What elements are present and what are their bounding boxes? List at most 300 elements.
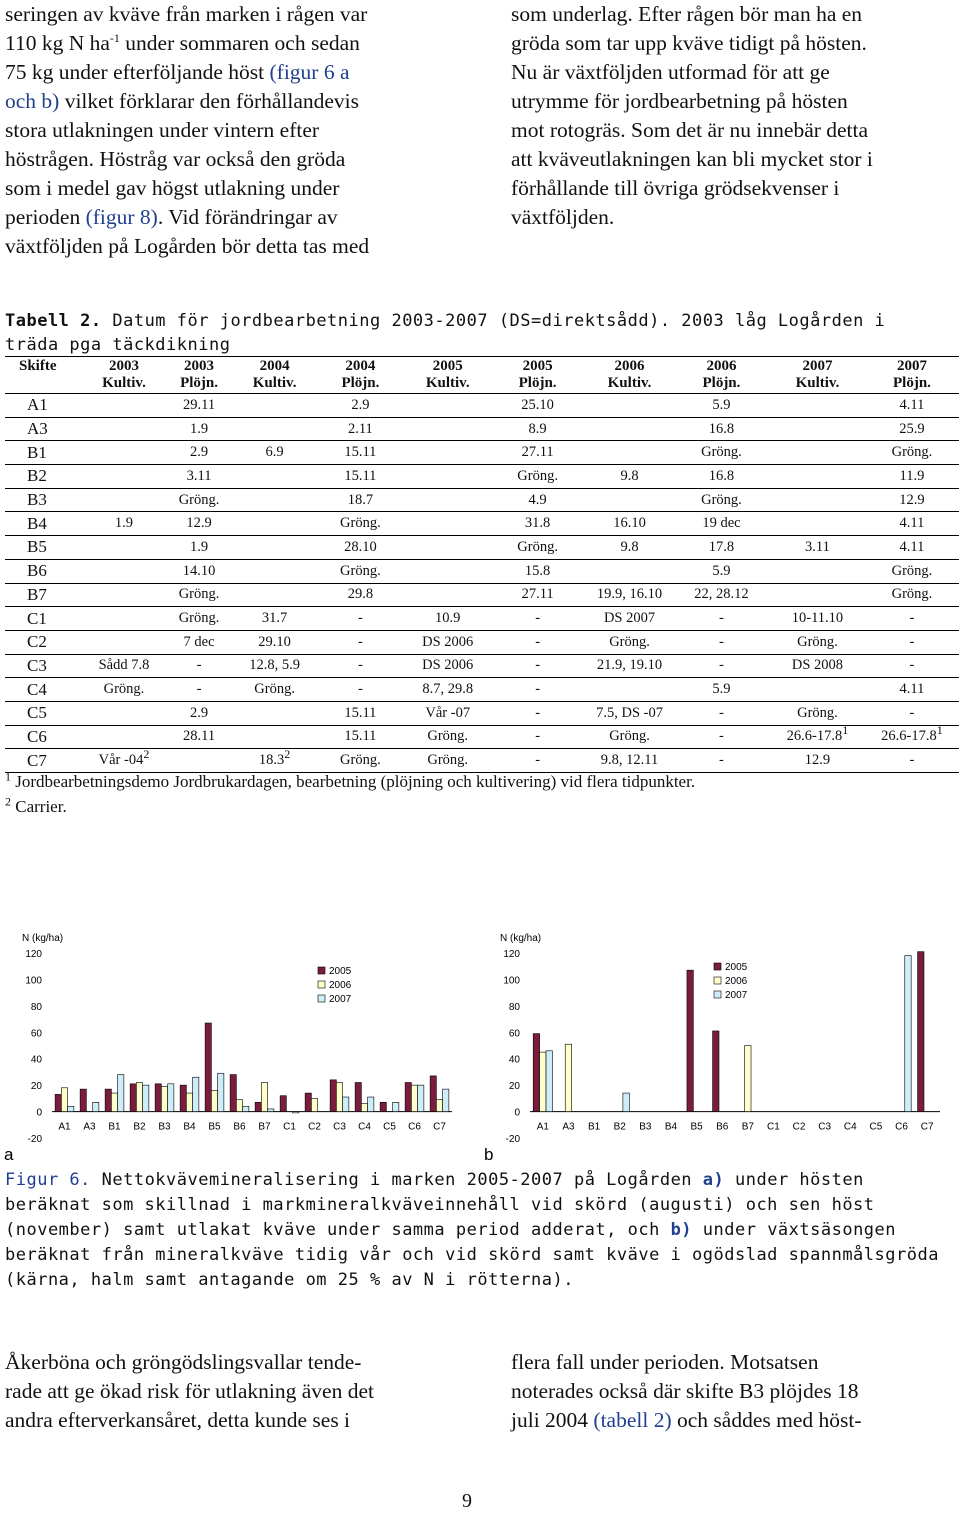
- bar-2006-C4: [361, 1104, 367, 1112]
- table-cell: Gröng.: [427, 728, 469, 745]
- bar-2005-C2: [305, 1093, 311, 1112]
- legend-label-2005: 2005: [725, 962, 748, 973]
- table-cell: 9.8, 12.11: [600, 752, 659, 769]
- table-cell: [235, 394, 315, 418]
- x-tick-label: B7: [258, 1121, 271, 1133]
- table-cell: Gröng.: [178, 586, 220, 603]
- bar-2006-C6: [411, 1085, 417, 1111]
- table-cell: 17.8: [708, 538, 735, 555]
- y-tick-label: 60: [508, 1028, 520, 1040]
- table-cell: [235, 701, 315, 725]
- table-cell: 7.5, DS -07: [596, 704, 663, 721]
- bar-2007-B5: [218, 1073, 224, 1111]
- table-cell: [770, 488, 865, 512]
- y-tick-label: 80: [508, 1001, 520, 1013]
- legend-swatch-2007: [318, 995, 325, 1002]
- table-row: [5, 488, 959, 512]
- panel-label: a: [4, 1145, 14, 1163]
- table-cell: 4.9: [528, 491, 547, 508]
- figure-label: Figur 6.: [5, 1170, 91, 1190]
- table-cell: [406, 417, 489, 441]
- table-cell: Gröng.: [891, 562, 933, 579]
- table-cell: 26.6-17.8$^1$: [881, 723, 943, 745]
- table-row: [5, 465, 959, 489]
- table-row: [5, 654, 959, 678]
- bar-2005-B1: [105, 1089, 111, 1111]
- bar-2007-C7: [443, 1089, 449, 1111]
- table-cell: [770, 394, 865, 418]
- table-cell-skifte: B4: [27, 513, 47, 533]
- y-tick-label: 120: [25, 949, 42, 960]
- table-row: [5, 701, 959, 725]
- table-cell: 3.11: [805, 538, 830, 555]
- table-header-6: 2005 Plöjn.: [518, 358, 557, 391]
- table-cell: [85, 394, 164, 418]
- x-tick-label: C6: [408, 1121, 421, 1133]
- y-tick-label: 0: [514, 1107, 520, 1119]
- y-tick-label: 120: [503, 949, 520, 960]
- table-cell: Gröng.: [609, 633, 650, 650]
- text-column-top-left: seringen av kväve från marken i rågen var 110 kg N $ha^{-1}$ under sommaren och sedan 75 kg under efterföljande höst (figur 6 a och b) vilket förklarar den förhållandevis stora utlakningen under vintern efter höstrågen. Höstråg var också den gröda som i medel gav högst utlakning under perioden (figur 8). Vid förändringar av växtföljden på Logården bör detta tas med: [5, 2, 370, 258]
- bar-2006-A3: [565, 1044, 571, 1111]
- table-cell: 5.9: [712, 681, 731, 698]
- table-cell: 11.9: [899, 467, 925, 484]
- bar-2005-A1: [533, 1034, 539, 1112]
- bar-2006-B5: [211, 1090, 217, 1111]
- table-cell: 19.9, 16.10: [596, 586, 663, 603]
- table-cell: 18.7: [347, 491, 374, 508]
- table-cell: Gröng.: [701, 444, 742, 461]
- table-cell: [586, 394, 673, 418]
- bar-2006-B7: [261, 1083, 267, 1112]
- figure-caption: Figur 6. Nettokvävemineralisering i marken 2005-2007 på Logården a) under hösten beräknat som skillnad i markmineralkväveinnehåll vid skörd (augusti) och sen höst (november) samt utlakat kväve under samma period adderat, och b) under växtsäsongen beräknat från mineralkväve tidig vår och vid skörd samt kväve i ogödslad spannmålsgröda (kärna, halm samt antagande om 25 % av N i rötterna).: [5, 1170, 939, 1290]
- table-cell: Sådd 7.8: [98, 657, 150, 674]
- table-cell: 29.8: [347, 586, 374, 603]
- table-cell: [85, 607, 164, 631]
- table-cell: [85, 583, 164, 607]
- bar-2007-B2: [623, 1093, 629, 1112]
- table-cell: Gröng.: [427, 752, 469, 769]
- table-header-9: 2007 Kultiv.: [795, 358, 840, 391]
- table-cell-skifte: C2: [27, 632, 47, 652]
- table-cell-skifte: B1: [27, 442, 47, 462]
- x-tick-label: C5: [383, 1121, 396, 1133]
- y-tick-label: 100: [503, 975, 520, 987]
- x-tick-label: C4: [843, 1121, 857, 1133]
- footnote-2: $^2$ Carrier.: [5, 794, 67, 816]
- bar-2005-A1: [55, 1094, 61, 1111]
- table-cell: Gröng.: [178, 491, 220, 508]
- table-cell: 25.9: [899, 420, 925, 437]
- table-row: [5, 678, 959, 702]
- table-cell: 4.11: [899, 396, 925, 413]
- table-row: [5, 441, 959, 465]
- table-cell: Gröng.: [178, 610, 220, 627]
- bar-2007-A1: [546, 1051, 552, 1112]
- y-tick-label: 20: [30, 1081, 42, 1093]
- panel-label: b: [484, 1145, 494, 1163]
- table-cell: 8.7, 29.8: [422, 681, 474, 698]
- table-cell: 7 dec: [183, 633, 215, 650]
- table-cell: Gröng.: [103, 681, 145, 698]
- table-cell: 2.11: [347, 420, 373, 437]
- table-row: [5, 559, 959, 583]
- table-cell: [235, 725, 315, 749]
- table-cell: -: [196, 657, 202, 674]
- table-cell-skifte: B5: [27, 537, 47, 557]
- table-2-link[interactable]: (tabell 2): [593, 1408, 672, 1432]
- legend-label-2007: 2007: [329, 994, 352, 1005]
- table-cell: 4.11: [899, 515, 925, 532]
- bar-2007-B1: [118, 1075, 124, 1112]
- table-row: [5, 417, 959, 441]
- bar-2006-B4: [186, 1093, 192, 1112]
- table-cell: [85, 630, 164, 654]
- table-cell: 4.11: [899, 538, 925, 555]
- table-cell: -: [909, 633, 915, 650]
- table-cell: Gröng.: [517, 467, 558, 484]
- table-caption: Tabell 2. Datum för jordbearbetning 2003-2007 (DS=direktsådd). 2003 låg Logården i träda pga täckdikning: [5, 311, 886, 355]
- table-cell: 2.9: [351, 396, 370, 413]
- bar-2006-B7: [745, 1046, 751, 1112]
- table-cell: 2.9: [189, 704, 209, 721]
- table-cell: 29.11: [182, 396, 216, 413]
- bar-2005-C7: [430, 1076, 436, 1112]
- x-tick-label: C7: [433, 1121, 446, 1133]
- table-cell: Gröng.: [340, 515, 381, 532]
- bar-2005-C5: [380, 1102, 386, 1111]
- table-row: [5, 512, 959, 536]
- x-tick-label: B3: [639, 1121, 652, 1133]
- table-cell: -: [535, 752, 541, 769]
- table-label: Tabell 2.: [5, 311, 102, 331]
- legend-label-2007: 2007: [725, 990, 748, 1001]
- chart-a-svg: [0, 928, 470, 1163]
- table-cell: 19 dec: [702, 515, 741, 532]
- table-cell: 15.11: [344, 444, 377, 461]
- bar-2006-B3: [161, 1086, 167, 1111]
- table-cell: 4.11: [899, 681, 925, 698]
- table-cell: 3.11: [186, 467, 212, 484]
- table-cell: Gröng.: [797, 704, 838, 721]
- table-cell: [770, 417, 865, 441]
- x-tick-label: A3: [562, 1121, 575, 1133]
- table-cell: 2.9: [189, 444, 209, 461]
- table-cell: -: [909, 704, 915, 721]
- bar-2005-B2: [130, 1084, 136, 1112]
- x-tick-label: B6: [716, 1121, 729, 1133]
- table-cell: [406, 394, 489, 418]
- table-cell: DS 2007: [603, 610, 656, 627]
- table-cell: [235, 583, 315, 607]
- bar-2007-B4: [193, 1077, 199, 1111]
- table-cell: Vår -07: [425, 704, 471, 721]
- chart-b: [478, 928, 960, 1168]
- table-cell: [406, 465, 489, 489]
- y-axis-label: N (kg/ha): [500, 933, 542, 944]
- table-cell: 26.6-17.8$^1$: [786, 723, 849, 745]
- bar-2005-B6: [230, 1075, 236, 1112]
- legend-swatch-2006: [318, 981, 325, 988]
- table-cell-skifte: C4: [27, 679, 47, 699]
- table-cell: -: [719, 704, 724, 721]
- table-cell: -: [535, 728, 541, 745]
- table-cell: [406, 441, 489, 465]
- table-row: [5, 607, 959, 631]
- table-cell: 1.9: [189, 420, 209, 437]
- table-cell: -: [719, 752, 724, 769]
- x-tick-label: C2: [792, 1121, 806, 1133]
- text-column-bottom-right: flera fall under perioden. Motsatsen noterades också där skifte B3 plöjdes 18 juli 2004 (tabell 2) och såddes med höst-: [511, 1350, 862, 1432]
- table-cell: 16.8: [708, 467, 735, 484]
- legend-swatch-2005: [714, 963, 721, 970]
- bar-2006-C7: [436, 1100, 442, 1112]
- table-header-3: 2004 Kultiv.: [252, 358, 297, 391]
- table-row: [5, 749, 959, 773]
- bar-2007-C3: [343, 1097, 349, 1112]
- table-header-10: 2007 Plöjn.: [893, 358, 931, 391]
- table-cell: DS 2006: [422, 657, 474, 674]
- table-cell: -: [535, 610, 541, 627]
- y-tick-label: 40: [30, 1054, 42, 1066]
- table-cell: 12.9: [804, 752, 831, 769]
- x-tick-label: C7: [920, 1121, 934, 1133]
- y-axis-label: N (kg/ha): [22, 933, 64, 944]
- table-cell: 10.9: [435, 610, 461, 627]
- table-cell: [235, 559, 315, 583]
- bar-2007-C5: [393, 1102, 399, 1111]
- bar-2005-B5: [687, 970, 693, 1111]
- table-cell: -: [719, 657, 724, 674]
- figure-8-link[interactable]: (figur 8): [85, 205, 158, 229]
- bar-2006-B6: [236, 1100, 242, 1112]
- table-cell: -: [909, 610, 915, 627]
- table-header-8: 2006 Plöjn.: [702, 358, 741, 391]
- table-cell: 29.10: [258, 633, 291, 650]
- bar-2005-C6: [405, 1083, 411, 1112]
- table-cell: 25.10: [521, 396, 554, 413]
- table-cell: -: [535, 657, 541, 674]
- table-cell: [770, 678, 865, 702]
- table-cell: 1.9: [114, 515, 134, 532]
- bar-2007-C6: [905, 956, 911, 1112]
- table-cell: 15.11: [344, 467, 377, 484]
- text-column-top-right: som underlag. Efter rågen bör man ha en gröda som tar upp kväve tidigt på hösten. Nu är växtföljden utformad för att ge utrymme för jordbearbetning på hösten mot rotogräs. Som det är nu innebär detta att kväveutlakningen kan bli mycket stor i förhållande till övriga grödsekvenser i växtföljden.: [511, 2, 873, 229]
- bar-2007-C6: [418, 1085, 424, 1111]
- table-cell-skifte: C7: [27, 750, 47, 770]
- bar-2005-B4: [180, 1085, 186, 1111]
- chart-b-svg: [478, 928, 960, 1163]
- bar-2006-A1: [540, 1052, 546, 1111]
- table-cell: [235, 488, 315, 512]
- table-row: [5, 583, 959, 607]
- table-cell: [586, 678, 673, 702]
- table-cell-skifte: B6: [27, 561, 47, 581]
- bar-2007-C1: [293, 1112, 299, 1113]
- bar-2006-C2: [311, 1098, 317, 1111]
- table-cell: [770, 583, 865, 607]
- table-cell: 18.3$^2$: [258, 747, 291, 769]
- bar-2006-B1: [111, 1093, 117, 1112]
- table-cell: 28.11: [182, 728, 216, 745]
- legend-label-2005: 2005: [329, 966, 352, 977]
- table-cell: -: [719, 728, 724, 745]
- y-tick-label: 0: [36, 1107, 42, 1119]
- table-cell: [85, 465, 164, 489]
- table-cell: 16.8: [708, 420, 735, 437]
- chart-a: [0, 928, 470, 1168]
- legend-swatch-2007: [714, 991, 721, 998]
- table-cell: 1.9: [189, 538, 209, 555]
- table-cell: -: [196, 681, 202, 698]
- x-tick-label: B4: [664, 1121, 678, 1133]
- table-cell: [85, 725, 164, 749]
- table-cell: [406, 512, 489, 536]
- table-cell: 12.9: [899, 491, 925, 508]
- table-cell: Gröng.: [797, 633, 838, 650]
- table-cell: [235, 512, 315, 536]
- legend-swatch-2006: [714, 977, 721, 984]
- table-cell: 12.8, 5.9: [249, 657, 300, 674]
- table-cell: 15.11: [344, 728, 377, 745]
- table-cell-skifte: B7: [27, 584, 47, 604]
- table-cell: 6.9: [265, 444, 284, 461]
- y-tick-label: 20: [508, 1081, 520, 1093]
- table-cell: 21.9, 19.10: [596, 657, 663, 674]
- x-tick-label: A1: [536, 1121, 549, 1133]
- bar-2007-B3: [168, 1084, 174, 1112]
- table-cell: 15.11: [344, 704, 377, 721]
- figure-6-link[interactable]: (figur 6 a: [269, 60, 350, 84]
- table-cell: Gröng.: [609, 728, 650, 745]
- figure-6-link-cont[interactable]: och b): [5, 89, 60, 113]
- table-cell: [406, 488, 489, 512]
- bar-2005-B5: [205, 1023, 211, 1112]
- legend-swatch-2005: [318, 967, 325, 974]
- table-cell: 5.9: [712, 562, 731, 579]
- table-cell: [586, 559, 673, 583]
- y-tick-label: 80: [30, 1001, 42, 1013]
- table-cell: -: [909, 657, 915, 674]
- table-header-0: Skifte: [19, 358, 57, 374]
- x-tick-label: B5: [208, 1121, 221, 1133]
- table-cell: 9.8: [620, 538, 639, 555]
- bar-2007-A1: [68, 1106, 74, 1111]
- table-header-4: 2004 Plöjn.: [341, 358, 380, 391]
- table-cell: -: [535, 633, 541, 650]
- table-body: [5, 394, 959, 773]
- x-tick-label: C2: [308, 1121, 321, 1133]
- table-cell: -: [357, 610, 363, 627]
- bar-2007-C4: [368, 1097, 374, 1112]
- x-tick-label: B2: [613, 1121, 626, 1133]
- x-tick-label: B1: [587, 1121, 601, 1133]
- table-header-1: 2003 Kultiv.: [102, 358, 146, 391]
- table-cell: Gröng.: [254, 681, 295, 698]
- y-tick-label: -20: [505, 1134, 520, 1145]
- table-cell: -: [535, 704, 541, 721]
- x-tick-label: C3: [333, 1121, 346, 1133]
- table-cell: Gröng.: [340, 752, 381, 769]
- x-tick-label: C1: [283, 1121, 296, 1133]
- table-cell: 31.7: [261, 610, 288, 627]
- x-tick-label: C4: [358, 1121, 371, 1133]
- table-cell: Gröng.: [517, 538, 558, 555]
- table-cell: -: [719, 610, 724, 627]
- table-cell: 15.8: [524, 562, 551, 579]
- x-tick-label: B4: [183, 1121, 196, 1133]
- x-tick-label: C1: [767, 1121, 780, 1133]
- table-cell-skifte: A1: [27, 395, 48, 415]
- x-tick-label: A3: [83, 1121, 96, 1133]
- table-cell: -: [719, 633, 724, 650]
- table-cell: Gröng.: [891, 444, 933, 461]
- table-cell-skifte: B3: [27, 490, 47, 510]
- table-cell: [85, 417, 164, 441]
- bar-2005-A3: [80, 1089, 86, 1111]
- table-cell: 9.8: [620, 467, 639, 484]
- bar-2005-B7: [255, 1102, 261, 1111]
- table-cell: [85, 441, 164, 465]
- bar-2007-B7: [268, 1109, 274, 1112]
- table-row: [5, 725, 959, 749]
- bar-2006-A1: [61, 1088, 67, 1112]
- table-row: [5, 630, 959, 654]
- table-cell: [85, 701, 164, 725]
- table-cell: [770, 512, 865, 536]
- table-cell-skifte: C5: [27, 703, 47, 723]
- x-tick-label: C6: [895, 1121, 908, 1133]
- table-cell: [770, 559, 865, 583]
- x-tick-label: B6: [233, 1121, 246, 1133]
- bar-2007-A3: [93, 1102, 99, 1111]
- table-cell-skifte: C3: [27, 655, 47, 675]
- footnote-1: $^1$ Jordbearbetningsdemo Jordbrukardagen, bearbetning (plöjning och kultivering) vid flera tidpunkter.: [5, 769, 696, 791]
- table-cell: [85, 559, 164, 583]
- table-cell-skifte: C1: [27, 608, 47, 628]
- table-cell: DS 2008: [791, 657, 844, 674]
- table-cell: [406, 559, 489, 583]
- table-cell: [406, 536, 489, 560]
- table-cell: 12.9: [186, 515, 212, 532]
- bar-2005-B6: [713, 1031, 719, 1112]
- table-cell: 27.11: [521, 586, 554, 603]
- table-header-row: [5, 357, 959, 394]
- table-cell: 22, 28.12: [694, 586, 749, 603]
- bar-2005-C1: [280, 1096, 286, 1112]
- table-cell: 16.10: [613, 515, 646, 532]
- table-cell: -: [357, 633, 363, 650]
- table-cell: Gröng.: [891, 586, 933, 603]
- bar-2005-C7: [918, 952, 924, 1112]
- bar-2005-C4: [355, 1083, 361, 1112]
- table-cell: [85, 488, 164, 512]
- table-cell: [163, 749, 234, 773]
- x-tick-label: B1: [108, 1121, 121, 1133]
- table-cell: -: [909, 752, 915, 769]
- table-cell: -: [535, 681, 541, 698]
- table-cell: [85, 536, 164, 560]
- table-cell: [770, 465, 865, 489]
- y-tick-label: 100: [25, 975, 42, 987]
- x-tick-label: B7: [741, 1121, 754, 1133]
- table-cell: -: [357, 657, 363, 674]
- table-cell: [586, 417, 673, 441]
- legend-label-2006: 2006: [725, 976, 748, 987]
- table-cell: 5.9: [712, 396, 731, 413]
- table-cell: Gröng.: [701, 491, 742, 508]
- table-cell: [586, 488, 673, 512]
